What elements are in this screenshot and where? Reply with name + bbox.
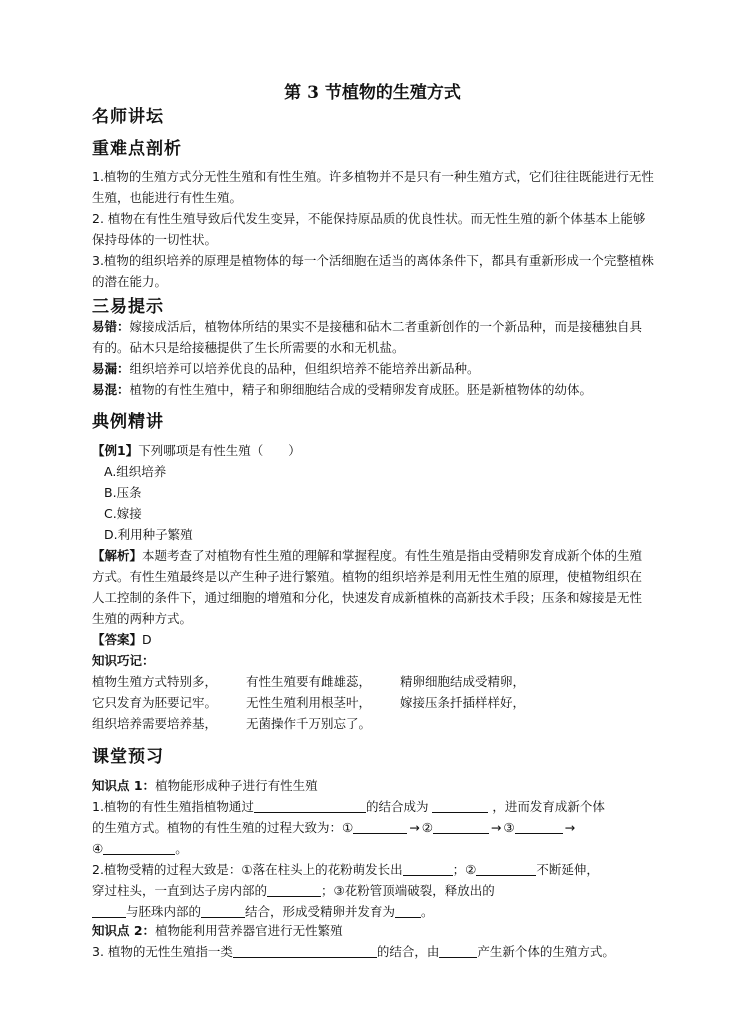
q1-text-c: ，进而发育成新个体	[492, 799, 605, 814]
q1-text-a: 1.植物的有性生殖指植物通过	[92, 799, 254, 814]
arrow-right-icon: →	[564, 820, 576, 835]
mnemonic-line-3	[92, 713, 371, 734]
q3-text-c: 产生新个体的生殖方式。	[477, 944, 615, 959]
mnemonic-line-2	[92, 692, 525, 713]
arrow-right-icon: →	[490, 820, 502, 835]
section-heading-key-points: 重难点剖析	[92, 139, 182, 159]
mnemonic-cell: 嫁接压条扦插样样好，	[400, 695, 526, 710]
kp2-label: 知识点 2：	[92, 923, 156, 938]
example-answer	[92, 629, 152, 650]
q1-text-b: 的结合成为	[365, 799, 429, 814]
example-analysis	[92, 545, 654, 629]
mnemonic-line-1	[92, 671, 525, 692]
key-point-2: 2. 植物在有性生殖导致后代发生变异，不能保持原品质的优良性状。而无性生殖的新个体基本上能够保持母体的一切性状。	[92, 211, 646, 247]
mnemonic-label-text: 知识巧记：	[92, 653, 155, 668]
tip-easy-miss	[92, 358, 654, 379]
section-heading-master: 名师讲坛	[92, 107, 164, 127]
blank-field[interactable]	[403, 861, 453, 876]
mnemonic-cell: 无菌操作千万别忘了。	[246, 716, 372, 731]
example-question-text: 下列哪项是有性生殖（ ）	[138, 443, 301, 458]
tip-label: 易错：	[92, 319, 130, 334]
option-c: C.嫁接	[104, 506, 142, 521]
blank-field[interactable]	[439, 943, 477, 958]
question-3-line-1	[92, 941, 615, 962]
q2-text-e: ；③花粉管顶端破裂，释放出的	[321, 883, 495, 898]
blank-field[interactable]	[433, 819, 489, 834]
mnemonic-cell: 有性生殖要有雌雄蕊，	[246, 674, 372, 689]
option-a: A.组织培养	[104, 464, 167, 479]
analysis-text: 本题考查了对植物有性生殖的理解和掌握程度。有性生殖是指由受精卵发育成新个体的生殖方式。有性生殖最终是以产生种子进行繁殖。植物的组织培养是利用无性生殖的原理，使植物组织在人工控制的条件下，通过细胞的增殖和分化，快速发育成新植株的高新技术手段；压条和嫁接是无性生殖的两种方式。	[92, 548, 643, 626]
q2-text-a: 2.植物受精的过程大致是：①落在柱头上的花粉萌发长出	[92, 862, 403, 877]
blank-field[interactable]	[92, 903, 126, 918]
tip-easy-wrong	[92, 316, 654, 358]
q1-step-4: ④	[92, 841, 104, 856]
question-1-line-3	[92, 838, 188, 859]
section-heading-examples: 典例精讲	[92, 412, 164, 432]
q2-text-b: ；②	[452, 862, 477, 877]
mnemonic-label	[92, 650, 155, 671]
q1-text-d: 的生殖方式。植物的有性生殖的过程大致为：①	[92, 820, 354, 835]
q2-text-h: 。	[421, 904, 434, 919]
knowledge-point-2	[92, 920, 343, 941]
mnemonic-cell: 植物生殖方式特别多，	[92, 674, 218, 689]
q2-text-f: 与胚珠内部的	[126, 904, 202, 919]
section-heading-preview: 课堂预习	[92, 747, 164, 767]
question-2-line-2	[92, 880, 495, 901]
tip-label: 易漏：	[92, 361, 130, 376]
knowledge-point-1	[92, 775, 318, 796]
option-d: D.利用种子繁殖	[104, 527, 193, 542]
kp2-text: 植物能利用营养器官进行无性繁殖	[155, 923, 343, 938]
tip-easy-confuse	[92, 379, 654, 400]
q2-text-g: 结合，形成受精卵并发育为	[245, 904, 396, 919]
q1-step-3: ③	[503, 820, 515, 835]
blank-field[interactable]	[103, 840, 175, 855]
blank-field[interactable]	[233, 943, 377, 958]
q3-text-b: 的结合，由	[376, 944, 440, 959]
q1-end: 。	[175, 841, 188, 856]
key-point-1: 1.植物的生殖方式分无性生殖和有性生殖。许多植物并不是只有一种生殖方式，它们往往既能进行无性生殖，也能进行有性生殖。	[92, 169, 654, 205]
example-label: 【例1】	[92, 443, 139, 458]
tip-label: 易混：	[92, 382, 130, 397]
option-b: B.压条	[104, 485, 142, 500]
answer-label: 【答案】	[92, 632, 143, 647]
blank-field[interactable]	[254, 798, 366, 813]
q3-text-a: 3. 植物的无性生殖指一类	[92, 944, 233, 959]
blank-field[interactable]	[267, 882, 321, 897]
analysis-label: 【解析】	[92, 548, 143, 563]
q2-text-d: 穿过柱头，一直到达子房内部的	[92, 883, 268, 898]
question-2-line-1	[92, 859, 599, 880]
q1-step-2: ②	[421, 820, 433, 835]
question-1-line-1	[92, 796, 605, 817]
page-title: 第 3 节植物的生殖方式	[284, 83, 461, 103]
mnemonic-cell: 组织培养需要培养基，	[92, 716, 218, 731]
blank-field[interactable]	[395, 903, 421, 918]
section-heading-three-tips: 三易提示	[92, 297, 164, 317]
question-2-line-3	[92, 901, 434, 922]
arrow-right-icon: →	[409, 820, 420, 835]
mnemonic-cell: 精卵细胞结成受精卵，	[400, 674, 526, 689]
mnemonic-cell: 它只发育为胚要记牢。	[92, 695, 218, 710]
tip-text: 植物的有性生殖中，精子和卵细胞结合成的受精卵发育成胚。胚是新植物体的幼体。	[129, 382, 593, 397]
blank-field[interactable]	[201, 903, 245, 918]
blank-field[interactable]	[515, 819, 563, 834]
tip-text: 嫁接成活后，植物体所结的果实不是接穗和砧木二者重新创作的一个新品种，而是接穗独自具有的。砧木只是给接穗提供了生长所需要的水和无机盐。	[92, 319, 643, 355]
blank-field[interactable]	[432, 798, 488, 813]
blank-field[interactable]	[353, 819, 407, 834]
kp1-text: 植物能形成种子进行有性生殖	[155, 778, 318, 793]
kp1-label: 知识点 1：	[92, 778, 156, 793]
example-question	[92, 440, 301, 461]
tip-text: 组织培养可以培养优良的品种，但组织培养不能培养出新品种。	[129, 361, 480, 376]
key-point-3: 3.植物的组织培养的原理是植物体的每一个活细胞在适当的离体条件下，都具有重新形成一个完整植株的潜在能力。	[92, 253, 654, 289]
q2-text-c: 不断延伸，	[536, 862, 599, 877]
question-1-line-2	[92, 817, 577, 838]
mnemonic-cell: 无性生殖利用根茎叶，	[246, 695, 372, 710]
blank-field[interactable]	[476, 861, 536, 876]
answer-text: D	[142, 632, 152, 647]
